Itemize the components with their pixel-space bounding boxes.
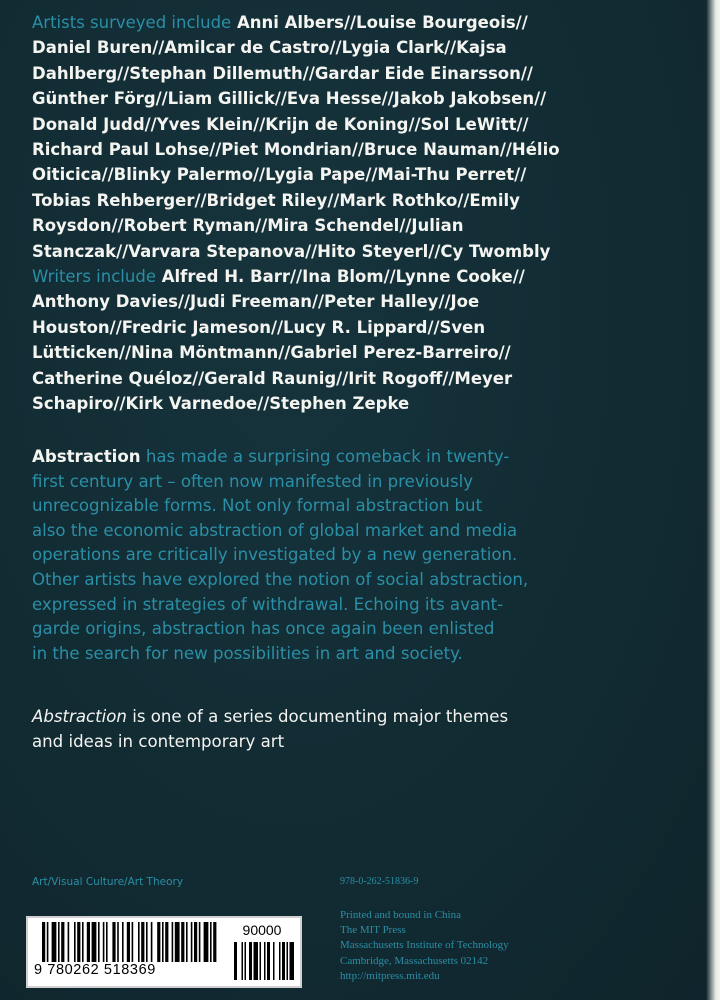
barcode-bar: [122, 922, 124, 962]
price-bar: [282, 942, 285, 980]
barcode-bar: [47, 922, 49, 962]
artists-heading: Artists surveyed include: [32, 13, 232, 32]
writer-names: Alfred H. Barr//Ina Blom//Lynne Cooke//: [161, 267, 525, 287]
description-line: Other artists have explored the notion of social abstraction,: [32, 569, 529, 589]
publisher-line: The MIT Press: [340, 924, 406, 937]
artists-line: Dahlberg//Stephan Dillemuth//Gardar Eide Einarsson//: [32, 63, 533, 83]
series-line-1: [32, 705, 592, 730]
barcode: [26, 916, 302, 988]
publisher-url: http://mitpress.mit.edu: [340, 969, 440, 982]
artists-line: Tobias Rehberger//Bridget Riley//Mark Rothko//Emily: [32, 190, 520, 210]
barcode-bar: [74, 922, 76, 962]
barcode-bar: [186, 922, 188, 962]
description-line: unrecognizable forms. Not only formal abstraction but: [32, 496, 483, 516]
writers-line: Schapiro//Kirk Varnedoe//Stephen Zepke: [32, 394, 410, 414]
description-line: first century art – often now manifested in previously: [32, 471, 474, 491]
barcode-bar: [112, 922, 115, 962]
barcode-bar: [141, 922, 144, 962]
artists-line: Daniel Buren//Amilcar de Castro//Lygia Clark//Kajsa: [32, 38, 507, 58]
writers-line: Anthony Davies//Judi Freeman//Peter Halley//Joe: [32, 292, 480, 312]
barcode-bar: [146, 922, 148, 962]
barcode-bar: [42, 922, 45, 962]
artists-line: Günther Förg//Liam Gillick//Eva Hesse//Jakob Jakobsen//: [32, 89, 547, 109]
barcode-bar: [138, 922, 140, 962]
artists-line: Oiticica//Blinky Palermo//Lygia Pape//Mai-Thu Perret//: [32, 165, 527, 185]
barcode-bar: [52, 922, 57, 962]
writers-line: Houston//Fredric Jameson//Lucy R. Lippard//Sven: [32, 317, 486, 337]
description-line: in the search for new possibilities in art and society.: [32, 643, 463, 663]
barcode-bar: [106, 922, 108, 962]
category-label: Art/Visual Culture/Art Theory: [32, 876, 184, 888]
writers-line: Lütticken//Nina Möntmann//Gabriel Perez-Barreiro//: [32, 343, 511, 363]
writers-heading: Writers include: [32, 267, 156, 287]
barcode-bar: [199, 922, 201, 962]
artists-line: Roysdon//Robert Ryman//Mira Schendel//Julian: [32, 216, 464, 236]
description-paragraph: [32, 445, 602, 666]
price-bar: [254, 942, 259, 980]
barcode-bar: [191, 922, 193, 962]
publisher-line: Printed and bound in China: [340, 909, 461, 921]
names-section: [32, 10, 592, 417]
publisher-info: [340, 908, 509, 984]
artists-line-1: [32, 10, 592, 35]
price-bar: [234, 942, 237, 980]
price-bar: [273, 942, 275, 980]
barcode-bar: [68, 922, 70, 962]
price-bar: [279, 942, 281, 980]
series-line-2: and ideas in contemporary art: [32, 731, 285, 751]
barcode-bar: [151, 922, 153, 962]
barcode-bar: [204, 922, 209, 962]
barcode-bar: [157, 922, 160, 962]
price-bar: [290, 942, 295, 980]
barcode-bar: [132, 922, 134, 962]
description-line: expressed in strategies of withdrawal. Echoing its avant-: [32, 594, 504, 614]
barcode-bar: [194, 922, 197, 962]
series-title: Abstraction: [32, 707, 127, 726]
description-line-1: [32, 445, 602, 470]
series-note: [32, 705, 592, 754]
price-bar: [287, 942, 289, 980]
barcode-bar: [210, 922, 212, 962]
barcode-bar: [103, 922, 105, 962]
publisher-line: Massachusetts Institute of Technology: [340, 939, 509, 952]
price-bar: [264, 942, 266, 980]
barcode-bar: [82, 922, 84, 962]
artist-names: Anni Albers//Louise Bourgeois//: [236, 13, 528, 32]
barcode-digits: 9 780262 518369: [34, 962, 156, 978]
price-bar: [249, 942, 252, 980]
barcode-bar: [127, 922, 130, 962]
barcode-bar: [58, 922, 60, 962]
description-line: garde origins, abstraction has once again been enlisted: [32, 619, 495, 639]
barcode-bar: [98, 922, 100, 962]
barcode-bar: [87, 922, 90, 962]
isbn-label: 978-0-262-51836-9: [340, 876, 419, 887]
description-line: operations are critically investigated by a new generation.: [32, 545, 518, 565]
barcode-bar: [77, 922, 80, 962]
price-bar: [242, 942, 244, 980]
barcode-price-code: 90000: [242, 922, 282, 938]
artists-line: Donald Judd//Yves Klein//Krijn de Koning//Sol LeWitt//: [32, 114, 529, 134]
artists-line: Stanczak//Varvara Stepanova//Hito Steyerl//Cy Twombly: [32, 241, 551, 261]
description-text: has made a surprising comeback in twenty-: [140, 447, 510, 466]
barcode-bar: [165, 922, 168, 962]
barcode-bar: [181, 922, 184, 962]
barcode-bar: [213, 922, 216, 962]
writers-line-1: [32, 264, 592, 289]
description-lead: Abstraction: [32, 447, 141, 466]
barcode-bar: [172, 922, 174, 962]
publisher-line: Cambridge, Massachusetts 02142: [340, 954, 489, 967]
price-bar: [267, 942, 270, 980]
price-bar: [245, 942, 247, 980]
page-edge: [706, 0, 720, 1000]
artists-line: Richard Paul Lohse//Piet Mondrian//Bruce Nauman//Hélio: [32, 140, 560, 160]
series-text: is one of a series documenting major themes: [126, 707, 509, 726]
barcode-bar: [92, 922, 97, 962]
barcode-bar: [61, 922, 64, 962]
barcode-bar: [117, 922, 119, 962]
description-line: also the economic abstraction of global market and media: [32, 520, 518, 540]
price-bar: [260, 942, 262, 980]
barcode-bar: [162, 922, 164, 962]
writers-line: Catherine Quéloz//Gerald Raunig//Irit Rogoff//Meyer: [32, 368, 513, 388]
barcode-bar: [175, 922, 180, 962]
